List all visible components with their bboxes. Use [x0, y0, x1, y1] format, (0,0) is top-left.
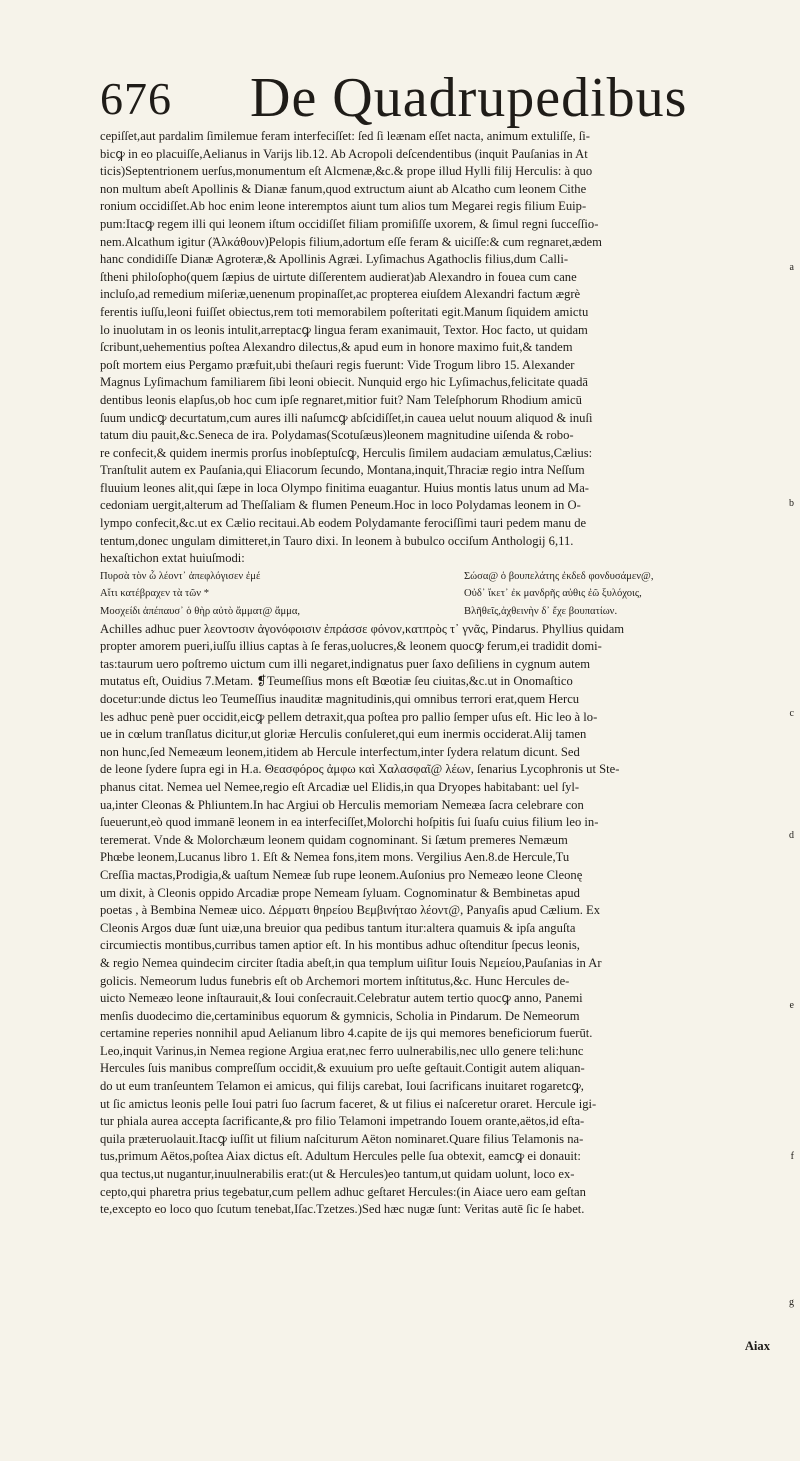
text-line: ſcribunt,uehementius poſtea Alexandro dilectus,& apud eum in honore maximo fuit,& tandem	[100, 340, 573, 355]
text-line: re confecit,& quidem inermis prorſus inobſeptuſcꝙ, Herculis ſimilem audaciam æmulatus,Cælius:	[100, 445, 593, 460]
text-line: pum:Itacꝙ regem illi qui leonem iſtum occidiſſet filiam promiſiſſe uxorem, & ſimul regni ſucceſſio-	[100, 216, 599, 231]
text-line: ſuum undicꝙ decurtatum,cum aures illi naſumcꝙ abſcidiſſet,in cauea uelut nouum aliquod & inuſi	[100, 410, 593, 425]
text-line: circumiectis montibus,curribus tamen aptior eſt. In his montibus adhuc oſtenditur ſpecus leonis,	[100, 938, 580, 953]
text-line: Achilles adhuc puer λεοντοσιν ἀγονόφοισιν ἐπράσσε φόνον,κατπρὸς τ᾽ γνᾶς, Pindarus. Phyllius quidam	[100, 621, 625, 636]
text-line: ut ſic amictus leonis pelle Ioui patri ſuo ſacrum faceret, & ut filius ei naſceretur oraret. Hercule igi-	[100, 1096, 597, 1111]
text-line: nem.Alcathum igitur (Ἀλκάθουν)Pelopis filium,adortum eſſe feram & uiciſſe:& cum regnaret,ædem	[100, 234, 602, 249]
text-line: menſis duodecimo die,certaminibus equorum & gymnicis, Scholia in Pindarum. De Nemeorum	[100, 1008, 580, 1023]
catchword: Aiax	[744, 1339, 770, 1353]
margin-note: d	[789, 830, 794, 841]
text-line: uicto Nemeæo leone inſtaurauit,& Ioui conſecrauit.Celebratur autem tertio quocꝙ anno, Panemi	[100, 991, 583, 1006]
margin-note: c	[789, 708, 794, 719]
text-line: incluſo,ad remedium miſeriæ,uenenum propinaſſet,ac propterea eiuſdem Alexandri factum ægrè	[100, 287, 581, 302]
text-line: hanc condidiſſe Dianæ Agroteræ,& Apollinis Agræi. Lyſimachus Agathoclis filius,dum Calli-	[100, 252, 569, 267]
text-line: Tranſtulit autem ex Pauſania,qui Eliacorum ſecundo, Montana,inquit,Thraciæ regio intra Neſſum	[100, 463, 585, 478]
text-line: ſueuerunt,eò quod immanē leonem in ea interfeciſſet,Molorchi hoſpitis ſui ſuaſu cuius filium leo in-	[100, 815, 599, 830]
text-line: poetas , à Bembina Nemeæ uico. Δέρματι θηρείου Βεμβινήταο λέοντ@, Panyaſis apud Cælium. Ex	[100, 903, 601, 918]
text-line: tatum diu pauit,&c.Seneca de ira. Polydamas(Scotuſæus)leonem magnitudine uiſenda & robo-	[100, 428, 574, 443]
text-line: non hunc,ſed Nemeæum leonem,itidem ab Hercule interfectum,inter ſydera relatum dicunt. Sed	[100, 744, 580, 759]
text-line: bicꝙ in eo placuiſſe,Aelianus in Varijs lib.12. Ab Acropoli deſcendentibus (inquit Pauſanias in At	[100, 146, 588, 161]
margin-note: f	[790, 1151, 794, 1162]
text-line: ſtheni philoſopho(quem ſæpius de uirtute diſſerentem audierat)ab Alexandro in fouea cum cane	[100, 269, 577, 284]
verse-left: Μοσχείδι ἀπέπαυσ᾽ ὁ θὴρ αὐτὸ ἄμματ@ ἄμμα,	[100, 606, 301, 618]
verse-left: Αἴτι κατέβραχεν τὰ τῶν *	[100, 588, 209, 600]
text-line: ue in cœlum tranſlatus dicitur,ut gloriæ Herculis conſuleret,qui eum inermis occiderat.Alij tamen	[100, 727, 587, 742]
text-line: quila præteruolauit.Itacꝙ iuſſit ut filium naſciturum Aëton nominaret.Quare filius Telamonis na-	[100, 1131, 584, 1146]
verse-right: Βλῆθεῖς,ἀχθεινὴν δ᾽ ἔχε βουπατίων.	[464, 606, 618, 618]
text-line: lympo confecit,&c.ut ex Cælio recitaui.Ab eodem Polydamante ferociſſimi tauri pedem manu de	[100, 516, 587, 531]
text-line: te,excepto eo loco quo ſcutum tenebat,Iſac.Tzetzes.)Sed hæc nugæ ſunt: Veritas autē ſic ſe habet.	[100, 1202, 585, 1217]
text-line: hexaſtichon extat huiuſmodi:	[100, 551, 245, 566]
verse-right: Σώσα@ ὁ βουπελάτης ἐκδεδ φονδυσάμεν@,	[464, 570, 654, 582]
greek-verse-line	[100, 603, 800, 621]
text-line: cepto,qui pharetra prius tegebatur,cum pellem adhuc geſtaret Hercules:(in Aiace uero eam geſtan	[100, 1184, 586, 1199]
text-line: tus,primum Aëtos,poſtea Aiax dictus eſt. Adultum Hercules pelle ſua obtexit, eamcꝙ ei donauit:	[100, 1149, 581, 1164]
text-line: Creſſia mactas,Prodigia,& uaſtum Nemeæ ſub rupe leonem.Auſonius pro Nemeæo leone Cleonę	[100, 867, 583, 882]
text-line: poſt mortem eius Pergamo præfuit,ubi theſauri regis fuerunt: Vide Trogum libro 15. Alexander	[100, 357, 575, 372]
text-line: teremerat. Vnde & Molorchæum leonem quidam cognominant. Si ſætum premeres Nemæum	[100, 832, 568, 847]
text-line: ticis)Septentrionem uerſus,monumentum eſt Alcmenæ,&c.& prope illud Hylli filij Herculis: à quo	[100, 164, 593, 179]
text-line: & regio Nemea quindecim circiter ſtadia abeſt,in qua templum uiſitur Iouis Νεμείου,Pauſanias in Ar	[100, 955, 602, 970]
running-title: De Quadrupedibus	[250, 67, 688, 129]
text-line: tur phiala aurea accepta ſacrificante,& pro filio Telamoni impetrando Iouem orante,aëtos,id eſta-	[100, 1114, 585, 1129]
text-line: Cleonis Argos duæ ſunt uiæ,una breuior qua pedibus tantum itur:altera quamuis & ipſa anguſta	[100, 920, 576, 935]
text-line: certamine reperies nonnihil apud Aelianum libro 4.capite de ijs qui memores beneficiorum fuerūt.	[100, 1026, 593, 1041]
text-line: fluuium leones alit,qui ſæpe in loca Olympo finitima euagantur. Huius montis latus unum ad Ma-	[100, 480, 589, 495]
text-line: Phœbe leonem,Lucanus libro 1. Eſt & Nemea fons,item mons. Vergilius Aen.8.de Hercule,Tu	[100, 850, 570, 865]
margin-note: a	[789, 262, 794, 273]
text-line: do ut eum tranſeuntem Telamon ei amicus, qui filijs carebat, Ioui ſacrificans inuitaret rogaretcꝙ,	[100, 1079, 584, 1094]
text-line: Leo,inquit Varinus,in Nemea regione Argiua erat,nec ferro uulnerabilis,nec ullo genere teli:hunc	[100, 1043, 584, 1058]
text-line: cepiſſet,aut pardalim ſimilemue feram interfeciſſet: ſed ſi leænam eſſet nacta, animum extuliſſe, ſi-	[100, 129, 590, 143]
text-line: Hercules ſuis manibus compreſſum occidit,& exuuium pro ueſte geſtauit.Contigit autem aliquan-	[100, 1061, 585, 1076]
text-line: de leone ſydere ſupra egi in H.a. Θεασφόρος ἀμφω καὶ Χαλασφαῖ@ λέων, ſenarius Lycophronis ut Ste-	[100, 762, 620, 777]
verse-left: Πυρσὰ τὸν ὦ λέοντ᾽ ἀπεφλόγισεν ἐμέ	[100, 570, 261, 582]
page-header	[100, 66, 780, 136]
text-line: propter amorem pueri,iuſſu illius captas à ſe feras,uolucres,& leonem quocꝙ ferum,ei tradidit domi-	[100, 639, 602, 654]
text-line: tentum,donec ungulam dimitteret,in Tauro dixi. In leonem à bubulco occiſum Anthologij 6,11.	[100, 533, 574, 548]
text-line: qua tectus,ut nugantur,inuulnerabilis erat:(ut & Hercules)eo tantum,ut quidam uolunt, loco ex-	[100, 1167, 575, 1182]
text-line: Magnus Lyſimachum familiarem ſibi leoni obiecit. Nunquid ergo hic Lyſimachus,felicitate quadā	[100, 375, 589, 390]
text-line: ronium occidiſſet.Ab hoc enim leone interemptos aiunt tum alios tum Megarei regis filium Euip-	[100, 199, 587, 214]
margin-notes	[774, 0, 794, 1461]
text-line: ferentis iuſſu,leoni fuiſſet obiectus,rem toti memorabilem poſteritati egit.Manum ſiquidem amictu	[100, 304, 589, 319]
text-line: les adhuc penè puer occidit,eicꝙ pellem detraxit,qua poſtea pro pallio ſemper uſus eſt. Hic leo à lo-	[100, 709, 598, 724]
greek-verse-line	[100, 585, 800, 603]
body-text	[100, 128, 800, 1219]
text-line: docetur:unde dictus leo Teumeſſius inauditæ magnitudinis,qui omnibus terrori erat,quem Hercu	[100, 692, 580, 706]
text-line: phanus citat. Nemea uel Nemee,regio eſt Arcadiæ uel Elidis,in qua Dryopes habitabant: uel ſyl-	[100, 779, 580, 794]
text-line: um dixit, à Cleonis oppido Arcadiæ prope Nemeam ſyluam. Cognominatur & Bembinetas apud	[100, 885, 580, 900]
greek-verse-line	[100, 568, 800, 586]
margin-note: e	[789, 1000, 794, 1011]
page-number: 676	[100, 73, 172, 124]
text-line: tas:taurum uero poſtremo uictum cum illi negaret,indignatus puer ſaxo deſiliens in cygnum autem	[100, 656, 590, 671]
text-line: lo inuolutam in os leonis intulit,arreptacꝙ lingua feram exanimauit, Textor. Hoc facto, ut quidam	[100, 322, 588, 337]
text-line: cedoniam uergit,alterum ad Theſſaliam & flumen Peneum.Hoc in loco Polydamas leonem in O-	[100, 498, 581, 513]
text-line: golicis. Nemeorum ludus funebris eſt ob Archemori mortem inſtitutus,&c. Hunc Hercules de-	[100, 973, 570, 988]
text-line: dentibus leonis elapſus,ob hoc cum ipſe regnaret,mitior fuit? Nam Teleſphorum Rhodium amicū	[100, 392, 582, 407]
verse-right: Οὐδ᾽ ἴκετ᾽ ἐκ μανδρῆς αὐθις ἐῶ ξυλόχοις,	[464, 588, 642, 600]
text-line: mutatus eſt, Ouidius 7.Metam. ❡Teumeſſius mons eſt Bœotiæ ſeu ciuitas,&c.ut in Onomaſtico	[100, 674, 573, 689]
margin-note: b	[789, 498, 794, 509]
margin-note: g	[789, 1297, 794, 1308]
text-line: non multum abeſt Apollinis & Dianæ fanum,quod extructum aiunt ab Alcatho cum leonem Cithe	[100, 181, 587, 196]
text-line: ua,inter Cleonas & Phliuntem.In hac Argiui ob Herculis memoriam Nemeæa ſacra celebrare con	[100, 797, 584, 812]
